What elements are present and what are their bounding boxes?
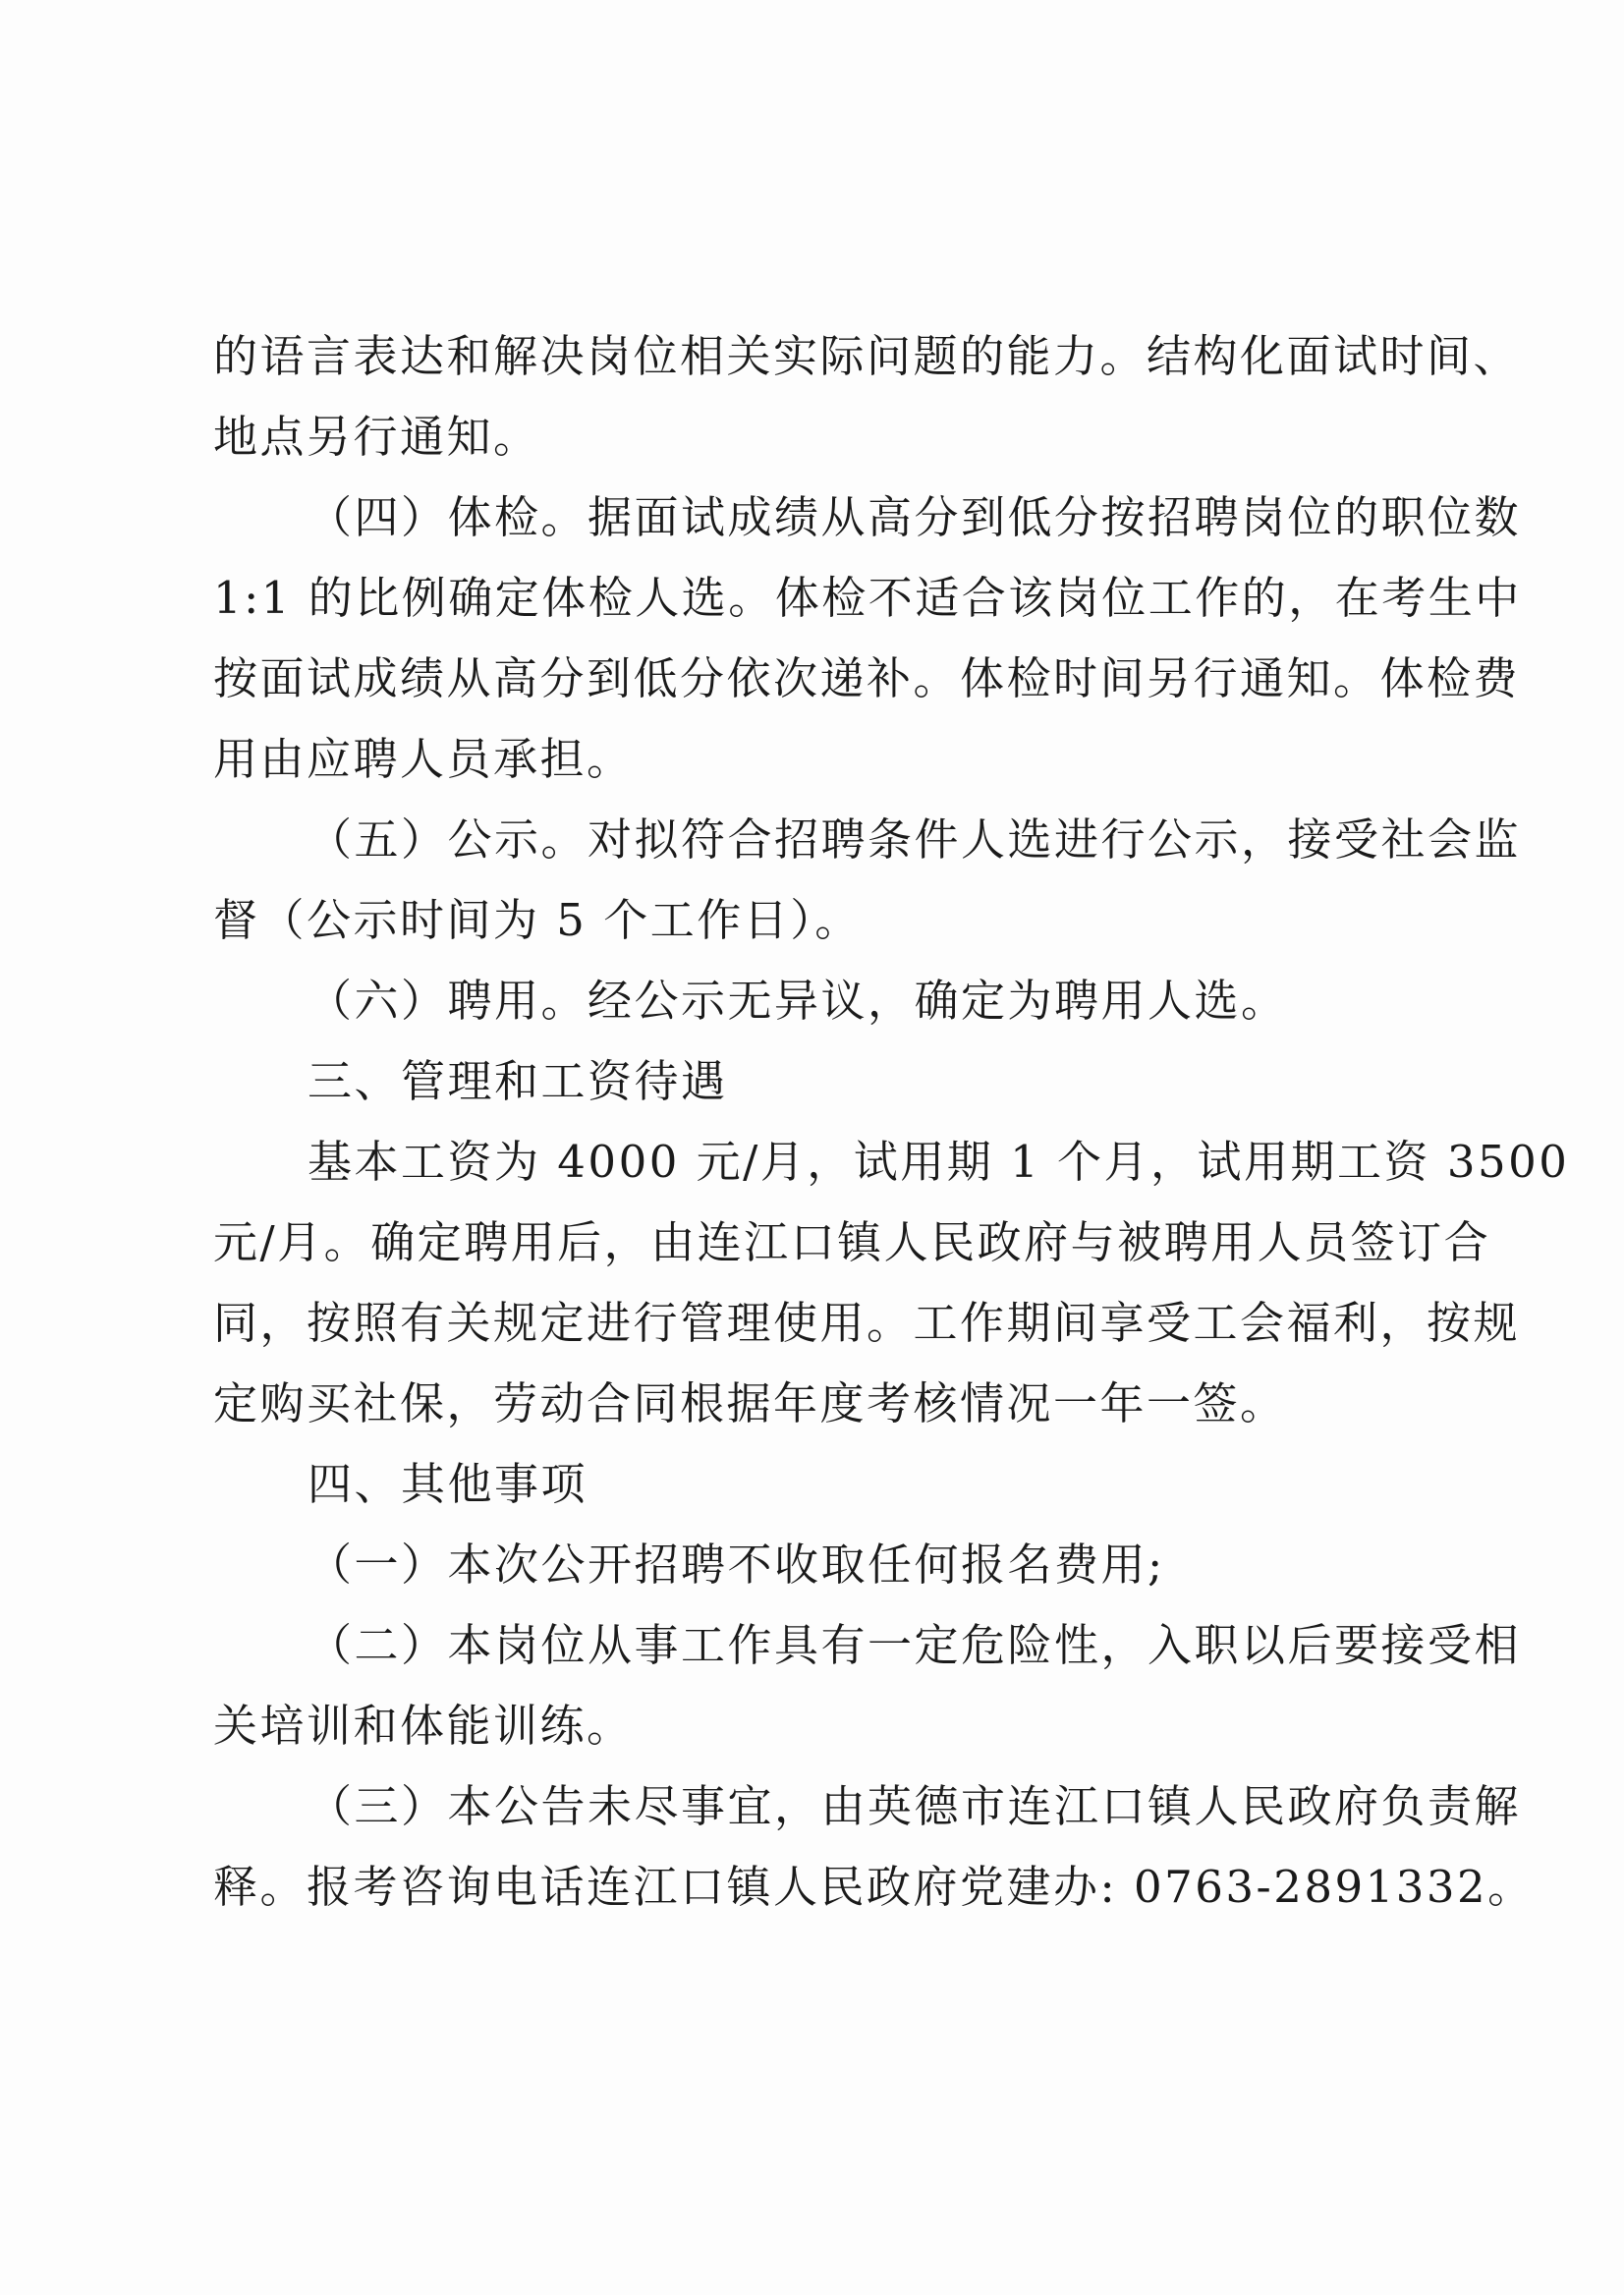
text-line: 释。报考咨询电话连江口镇人民政府党建办: 0763-2891332。 bbox=[213, 1861, 1535, 1913]
text-line: 元/月。确定聘用后，由连江口镇人民政府与被聘用人员签订合 bbox=[213, 1216, 1491, 1268]
text-line: 的语言表达和解决岗位相关实际问题的能力。结构化面试时间、 bbox=[213, 330, 1521, 382]
text-line: （一）本次公开招聘不收取任何报名费用; bbox=[308, 1539, 1165, 1591]
text-line: （五）公示。对拟符合招聘条件人选进行公示，接受社会监 bbox=[308, 813, 1522, 866]
text-line: 按面试成绩从高分到低分依次递补。体检时间另行通知。体检费 bbox=[213, 652, 1521, 704]
text-line: （三）本公告未尽事宜，由英德市连江口镇人民政府负责解 bbox=[308, 1780, 1522, 1832]
text-line: 地点另行通知。 bbox=[213, 411, 540, 463]
document-body bbox=[213, 316, 1570, 1928]
text-line: 关培训和体能训练。 bbox=[213, 1700, 634, 1752]
text-line: 1:1 的比例确定体检人选。体检不适合该岗位工作的，在考生中 bbox=[213, 572, 1522, 624]
text-line: （六）聘用。经公示无异议，确定为聘用人选。 bbox=[308, 975, 1288, 1027]
text-line: 基本工资为 4000 元/月，试用期 1 个月，试用期工资 3500 bbox=[308, 1136, 1570, 1188]
text-line: （四）体检。据面试成绩从高分到低分按招聘岗位的职位数 bbox=[308, 491, 1522, 543]
text-line: 用由应聘人员承担。 bbox=[213, 733, 634, 785]
text-line: （二）本岗位从事工作具有一定危险性，入职以后要接受相 bbox=[308, 1619, 1522, 1671]
text-line: 定购买社保，劳动合同根据年度考核情况一年一签。 bbox=[213, 1377, 1287, 1429]
section-heading: 三、管理和工资待遇 bbox=[308, 1055, 728, 1107]
text-line: 督（公示时间为 5 个工作日）。 bbox=[213, 894, 862, 946]
text-line: 同，按照有关规定进行管理使用。工作期间享受工会福利，按规 bbox=[213, 1297, 1521, 1349]
section-heading: 四、其他事项 bbox=[308, 1458, 588, 1510]
